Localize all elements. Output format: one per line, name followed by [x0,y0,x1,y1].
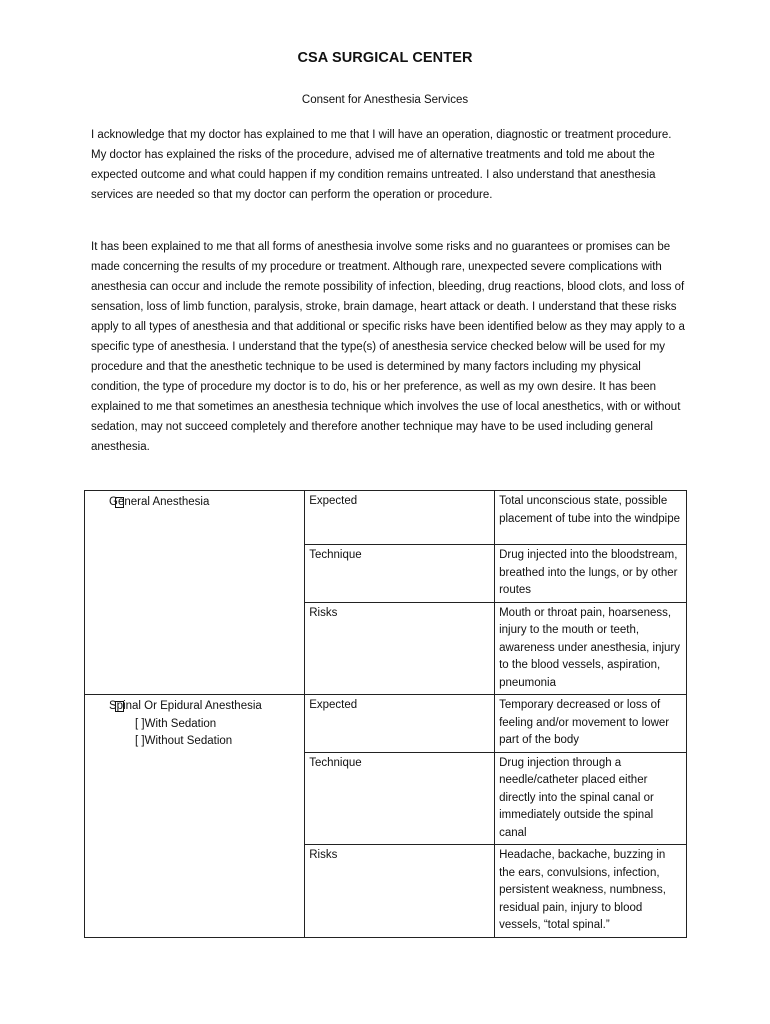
row-label: Risks [305,845,495,938]
row-description: Total unconscious state, possible placement of tube into the windpipe [495,491,687,545]
row-description: Mouth or throat pain, hoarseness, injury to the mouth or teeth, awareness under anesthesia, injury to the blood vessels, aspiration, pneumonia [495,602,687,695]
spinal-epidural-checkbox[interactable] [115,701,124,712]
table-row [85,491,687,545]
row-description: Headache, backache, buzzing in the ears, convulsions, infection, persistent weakness, numbness, residual pain, injury to blood vessels, “total spinal.” [495,845,687,938]
anesthesia-options-table [84,490,687,938]
row-label: Expected [305,491,495,545]
row-description: Drug injected into the bloodstream, breathed into the lungs, or by other routes [495,545,687,603]
row-label: Technique [305,752,495,845]
general-anesthesia-checkbox[interactable] [115,497,124,508]
row-description: Drug injection through a needle/catheter placed either directly into the spinal canal or immediately outside the spinal canal [495,752,687,845]
acknowledgement-paragraph: I acknowledge that my doctor has explained to me that I will have an operation, diagnostic or treatment procedure. My doctor has explained the risks of the procedure, advised me of alternative treatments and told me about the expected outcome and what could happen if my condition remains untreated. I also understand that anesthesia services are needed so that my doctor can perform the operation or procedure. [91,129,672,201]
row-label: Expected [305,695,495,753]
row-label: Technique [305,545,495,603]
row-label: Risks [305,602,495,695]
option-label: General Anesthesia [109,496,210,508]
spinal-epidural-option [85,695,305,938]
general-anesthesia-option [85,491,305,695]
risks-paragraph: It has been explained to me that all forms of anesthesia involve some risks and no guarantees or promises can be made concerning the results of my procedure or treatment. Although rare, unexpected severe complications with anesthesia can occur and include the remote possibility of infection, bleeding, drug reactions, blood clots, and loss of sensation, loss of limb function, paralysis, stroke, brain damage, heart attack or death. I understand that these risks apply to all types of anesthesia and that additional or specific risks have been identified below as they may apply to a specific type of anesthesia. I understand that the type(s) of anesthesia service checked below will be used for my procedure and that the anesthetic technique to be used is determined by many factors including my physical condition, the type of procedure my doctor is to do, his or her preference, as well as my own desire. It has been explained to me that sometimes an anesthesia technique which involves the use of local anesthetics, with or without sedation, may not succeed completely and therefore another technique may have to be used including general anesthesia. [91,241,685,453]
document-subtitle: Consent for Anesthesia Services [301,94,469,106]
table-row [85,695,687,753]
without-sedation-option[interactable]: [ ]Without Sedation [135,735,233,747]
row-description: Temporary decreased or loss of feeling and/or movement to lower part of the body [495,695,687,753]
with-sedation-option[interactable]: [ ]With Sedation [135,717,217,730]
option-label: Spinal Or Epidural Anesthesia [109,700,262,712]
document-title: CSA SURGICAL CENTER [297,50,473,66]
